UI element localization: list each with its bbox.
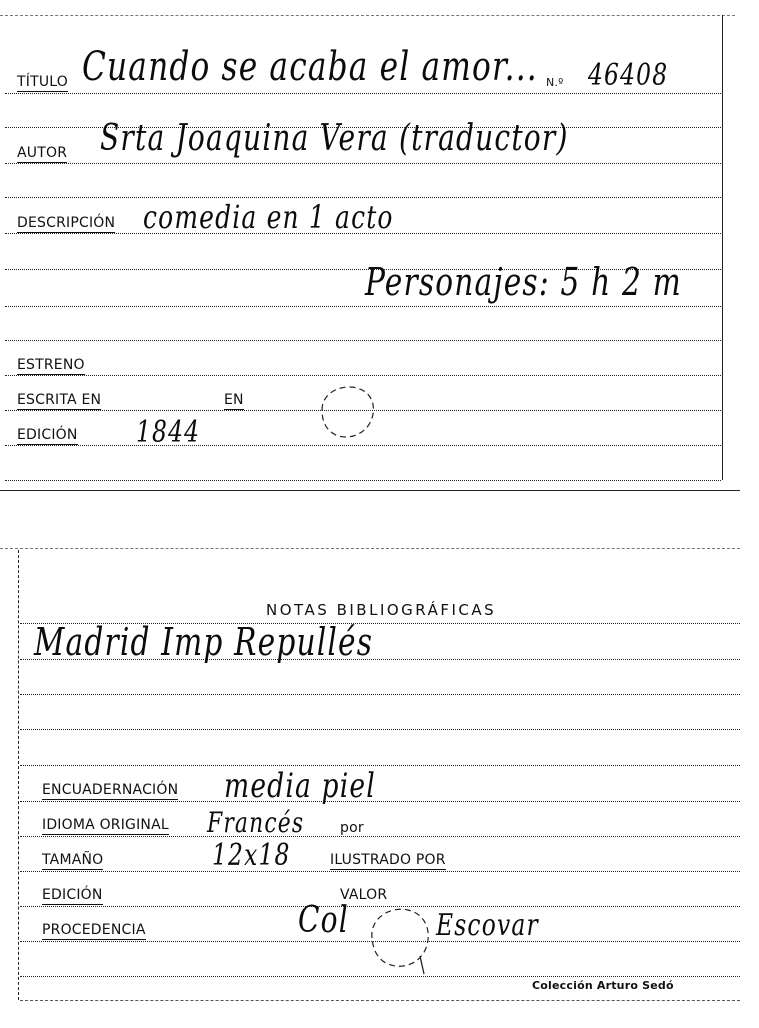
rule-b3 <box>20 694 740 695</box>
label-titulo: TÍTULO <box>17 74 68 90</box>
label-encuadernacion: ENCUADERNACIÓN <box>42 782 179 798</box>
value-idioma-original: Francés <box>207 806 305 839</box>
label-estreno: ESTRENO <box>17 357 85 373</box>
rule-b5 <box>20 765 740 766</box>
label-escrita-en: ESCRITA EN <box>17 392 102 408</box>
punch-hole-mark-2 <box>360 898 440 980</box>
label-descripcion: DESCRIPCIÓN <box>17 215 116 231</box>
rule-b4 <box>20 729 740 730</box>
card-bottom-edge <box>0 490 740 491</box>
value-encuadernacion: media piel <box>224 766 376 806</box>
value-numero: 46408 <box>588 58 669 93</box>
rule-titulo <box>5 93 721 94</box>
rule-autor <box>5 163 721 164</box>
label-procedencia: PROCEDENCIA <box>42 922 146 938</box>
label-edicion: EDICIÓN <box>17 427 78 443</box>
label-idioma-original: IDIOMA ORIGINAL <box>42 817 169 833</box>
card-top-edge-2 <box>0 548 740 549</box>
value-edicion: 1844 <box>136 415 201 450</box>
label-por: por <box>340 820 364 836</box>
value-personajes: Personajes: 5 h 2 m <box>365 260 682 304</box>
label-numero: N.º <box>546 76 564 89</box>
value-notas: Madrid Imp Repullés <box>34 620 374 664</box>
collection-footer: Colección Arturo Sedó <box>532 979 674 992</box>
rule-tamano <box>20 871 740 872</box>
punch-hole-mark <box>312 380 382 446</box>
label-ilustrado-por: ILUSTRADO POR <box>330 852 446 868</box>
label-tamano: TAMAÑO <box>42 852 104 868</box>
value-tamano: 12x18 <box>212 838 291 873</box>
label-en: EN <box>224 392 244 408</box>
rule-personajes <box>5 306 721 307</box>
rule-idioma <box>20 836 740 837</box>
value-titulo: Cuando se acaba el amor... <box>82 44 538 90</box>
rule-encuadernacion <box>20 801 740 802</box>
rule-estreno <box>5 375 721 376</box>
value-autor: Srta Joaquina Vera (traductor) <box>100 118 569 159</box>
label-autor: AUTOR <box>17 145 68 161</box>
value-descripcion: comedia en 1 acto <box>143 198 394 236</box>
value-procedencia-2: Escovar <box>436 908 539 943</box>
rule-4 <box>5 340 721 341</box>
label-edicion-b: EDICIÓN <box>42 887 103 903</box>
label-valor: VALOR <box>340 887 388 903</box>
value-procedencia-1: Col <box>298 900 349 941</box>
notas-heading: NOTAS BIBLIOGRÁFICAS <box>266 601 497 619</box>
card-top-edge <box>0 15 735 16</box>
card-left-border <box>18 550 19 1000</box>
card-bottom-edge-2 <box>20 1000 740 1001</box>
card-right-border <box>722 15 723 480</box>
rule-5 <box>5 480 721 481</box>
